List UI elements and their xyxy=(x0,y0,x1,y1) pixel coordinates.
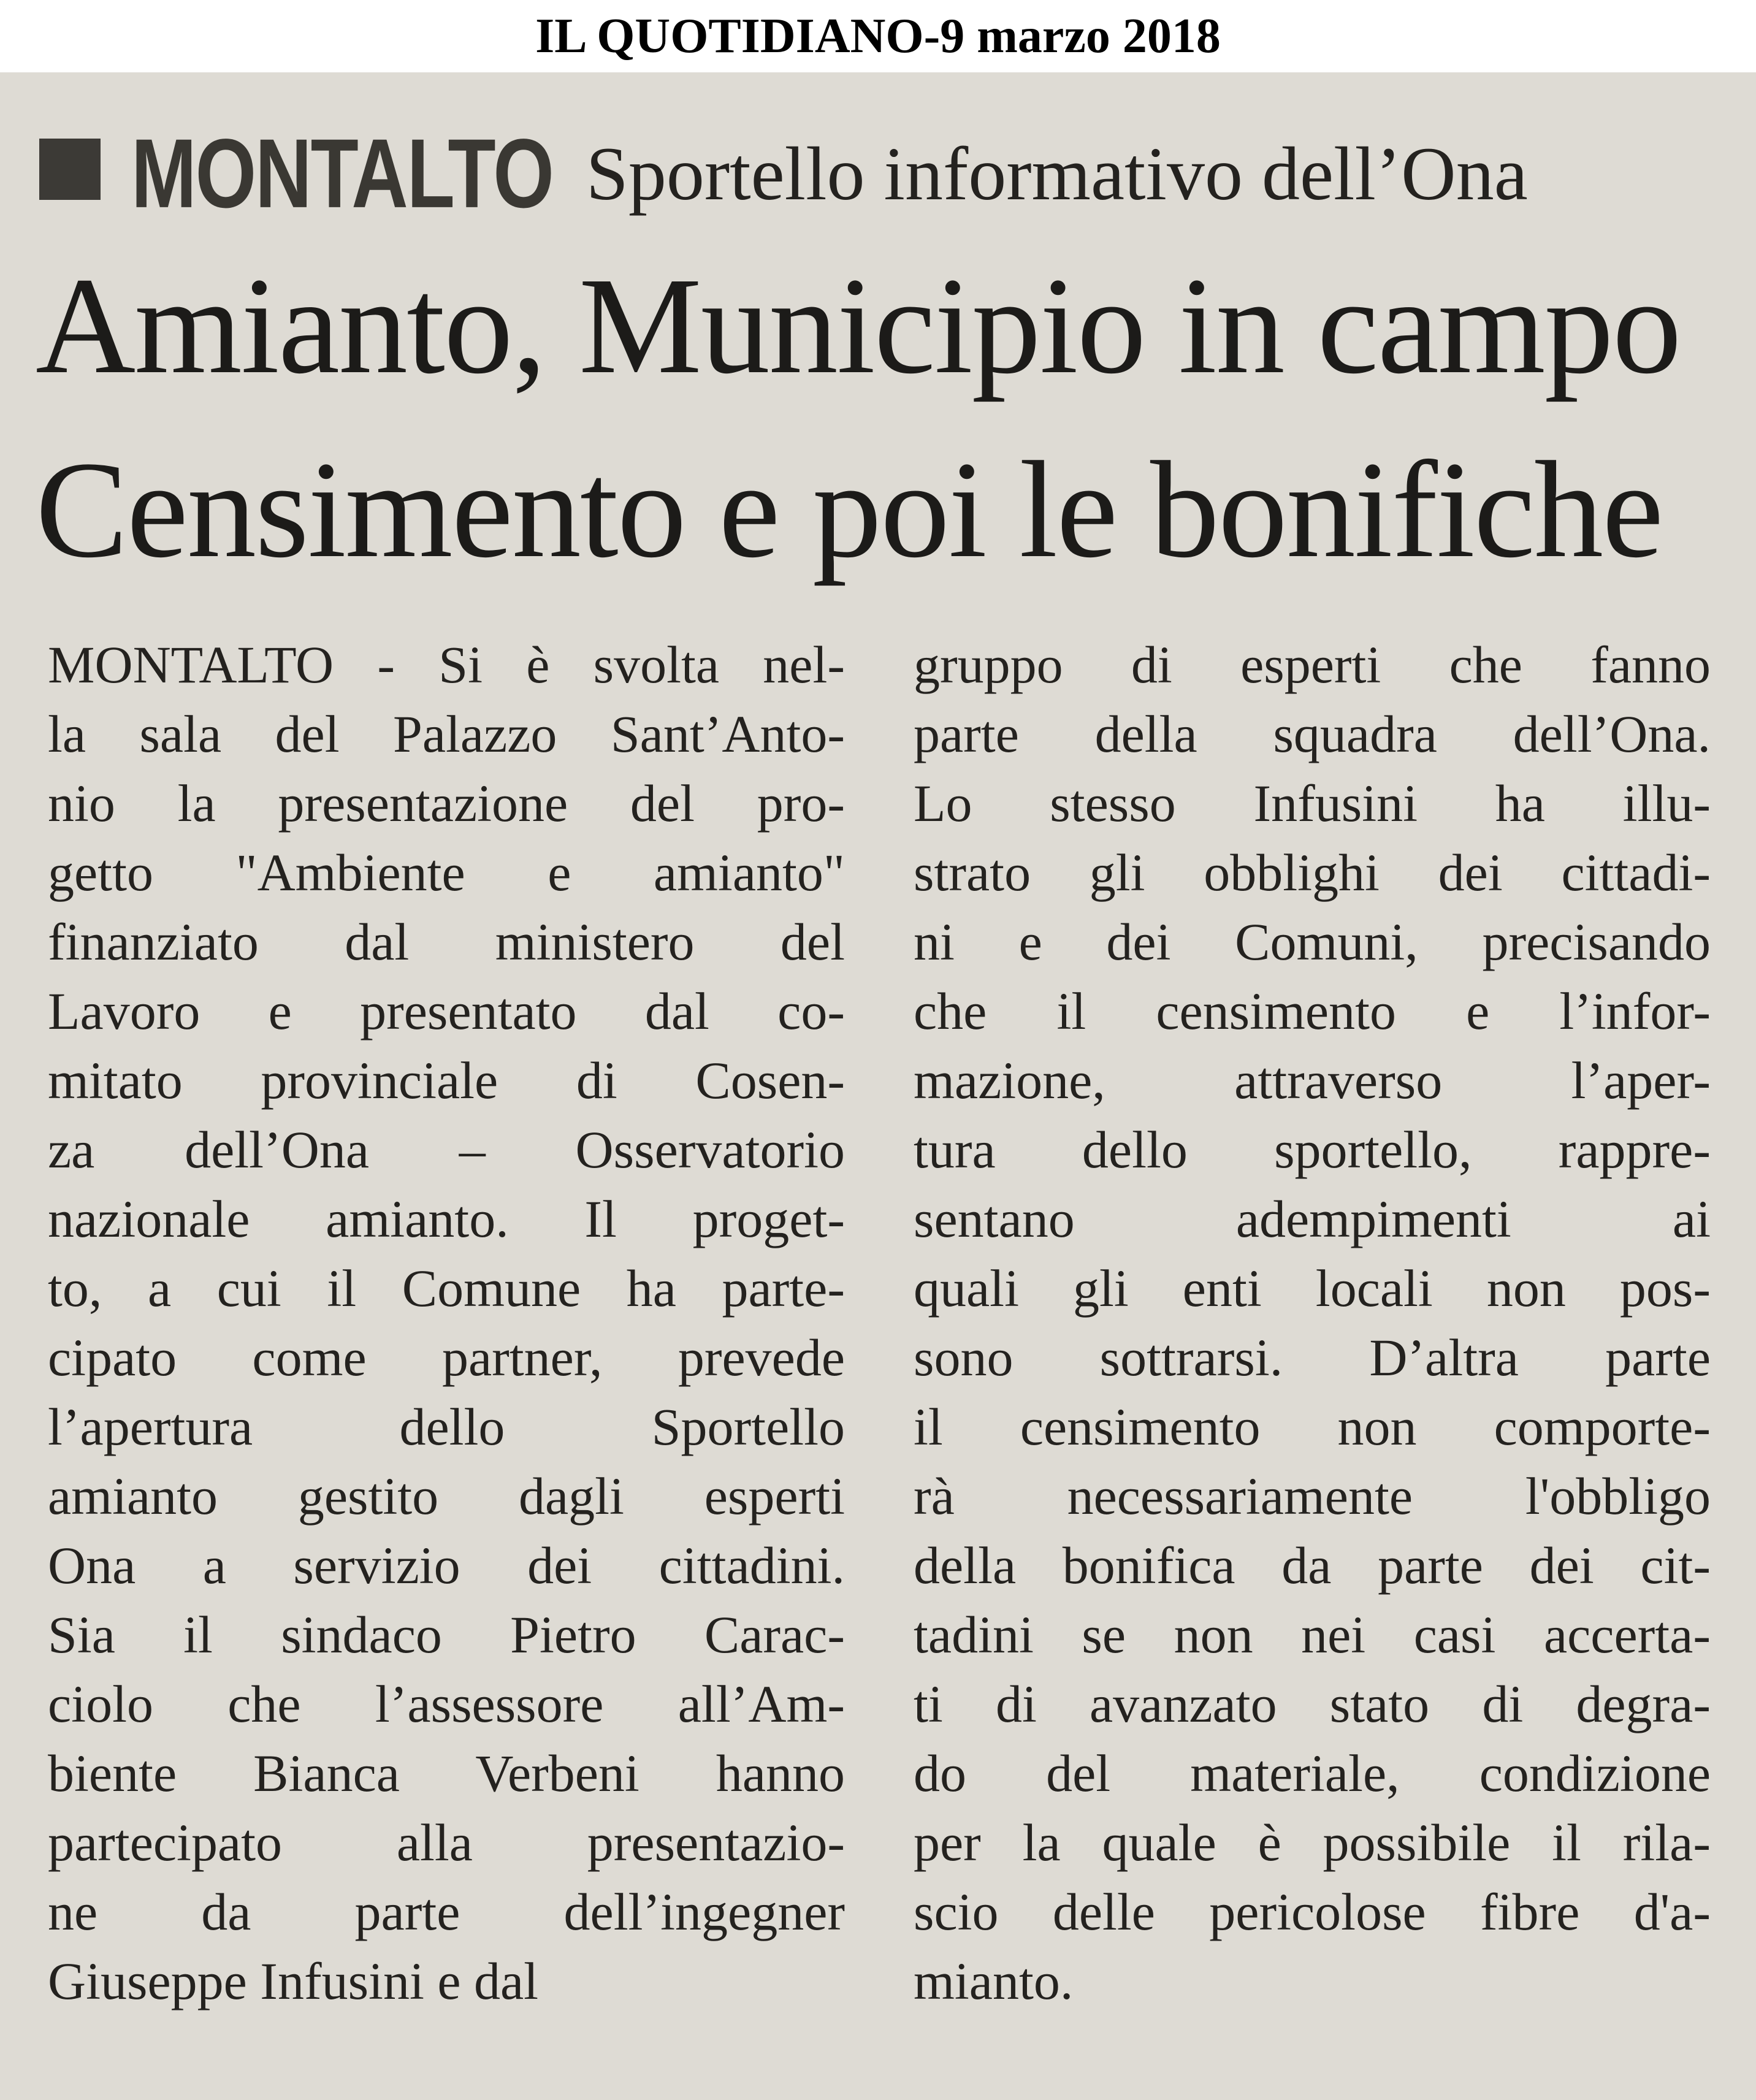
source-line: IL QUOTIDIANO-9 marzo 2018 xyxy=(0,0,1756,72)
article-line: strato gli obblighi dei cittadi- xyxy=(914,843,1711,902)
article-column-left xyxy=(48,630,845,2016)
article-line: gruppo di esperti che fanno xyxy=(914,635,1711,694)
article-line: nazionale amianto. Il proget- xyxy=(48,1189,845,1248)
article-line: sono sottrarsi. D’altra parte xyxy=(914,1328,1711,1387)
article-line: za dell’Ona – Osservatorio xyxy=(48,1120,845,1179)
article-column-right xyxy=(914,630,1711,2016)
article-line: ti di avanzato stato di degra- xyxy=(914,1674,1711,1733)
article-line: che il censimento e l’infor- xyxy=(914,982,1711,1040)
article-line: partecipato alla presentazio- xyxy=(48,1813,845,1872)
article-line: MONTALTO - Si è svolta nel- xyxy=(48,635,845,694)
article-line: mazione, attraverso l’aper- xyxy=(914,1051,1711,1110)
article-line: il censimento non comporte- xyxy=(914,1397,1711,1456)
article-line: la sala del Palazzo Sant’Anto- xyxy=(48,704,845,763)
article-line: biente Bianca Verbeni hanno xyxy=(48,1744,845,1803)
article-line: ciolo che l’assessore all’Am- xyxy=(48,1674,845,1733)
article-line: Sia il sindaco Pietro Carac- xyxy=(48,1605,845,1664)
headline-line-2: Censimento e poi le bonifiche xyxy=(36,433,1663,586)
article-line: rà necessariamente l'obbligo xyxy=(914,1467,1711,1525)
article-line: ne da parte dell’ingegner xyxy=(48,1882,845,1941)
article-line: della bonifica da parte dei cit- xyxy=(914,1536,1711,1595)
headline-line-1: Amianto, Municipio in campo xyxy=(36,249,1681,402)
article-line: tura dello sportello, rappre- xyxy=(914,1120,1711,1179)
newspaper-clipping xyxy=(0,72,1756,2100)
article-line: Lo stesso Infusini ha illu- xyxy=(914,774,1711,833)
kicker-place: MONTALTO xyxy=(131,119,553,229)
kicker-square-icon xyxy=(39,139,101,200)
article-line: do del materiale, condizione xyxy=(914,1744,1711,1803)
article-line: amianto gestito dagli esperti xyxy=(48,1467,845,1525)
article-line: Lavoro e presentato dal co- xyxy=(48,982,845,1040)
article-line: cipato come partner, prevede xyxy=(48,1328,845,1387)
article-line: quali gli enti locali non pos- xyxy=(914,1259,1711,1318)
article-line: per la quale è possibile il rila- xyxy=(914,1813,1711,1872)
article-line: ni e dei Comuni, precisando xyxy=(914,912,1711,971)
article-line: mianto. xyxy=(914,1952,1074,2010)
kicker xyxy=(39,119,1707,233)
article-line: finanziato dal ministero del xyxy=(48,912,845,971)
article-line: scio delle pericolose fibre d'a- xyxy=(914,1882,1711,1941)
article-line: getto "Ambiente e amianto" xyxy=(48,843,845,902)
article-line: sentano adempimenti ai xyxy=(914,1189,1711,1248)
article-line: mitato provinciale di Cosen- xyxy=(48,1051,845,1110)
article-line: Ona a servizio dei cittadini. xyxy=(48,1536,845,1595)
article-line: to, a cui il Comune ha parte- xyxy=(48,1259,845,1318)
article-line: l’apertura dello Sportello xyxy=(48,1397,845,1456)
article-line: Giuseppe Infusini e dal xyxy=(48,1952,539,2010)
kicker-topic: Sportello informativo dell’Ona xyxy=(586,131,1528,216)
article-line: nio la presentazione del pro- xyxy=(48,774,845,833)
article-line: parte della squadra dell’Ona. xyxy=(914,704,1711,763)
article-line: tadini se non nei casi accerta- xyxy=(914,1605,1711,1664)
